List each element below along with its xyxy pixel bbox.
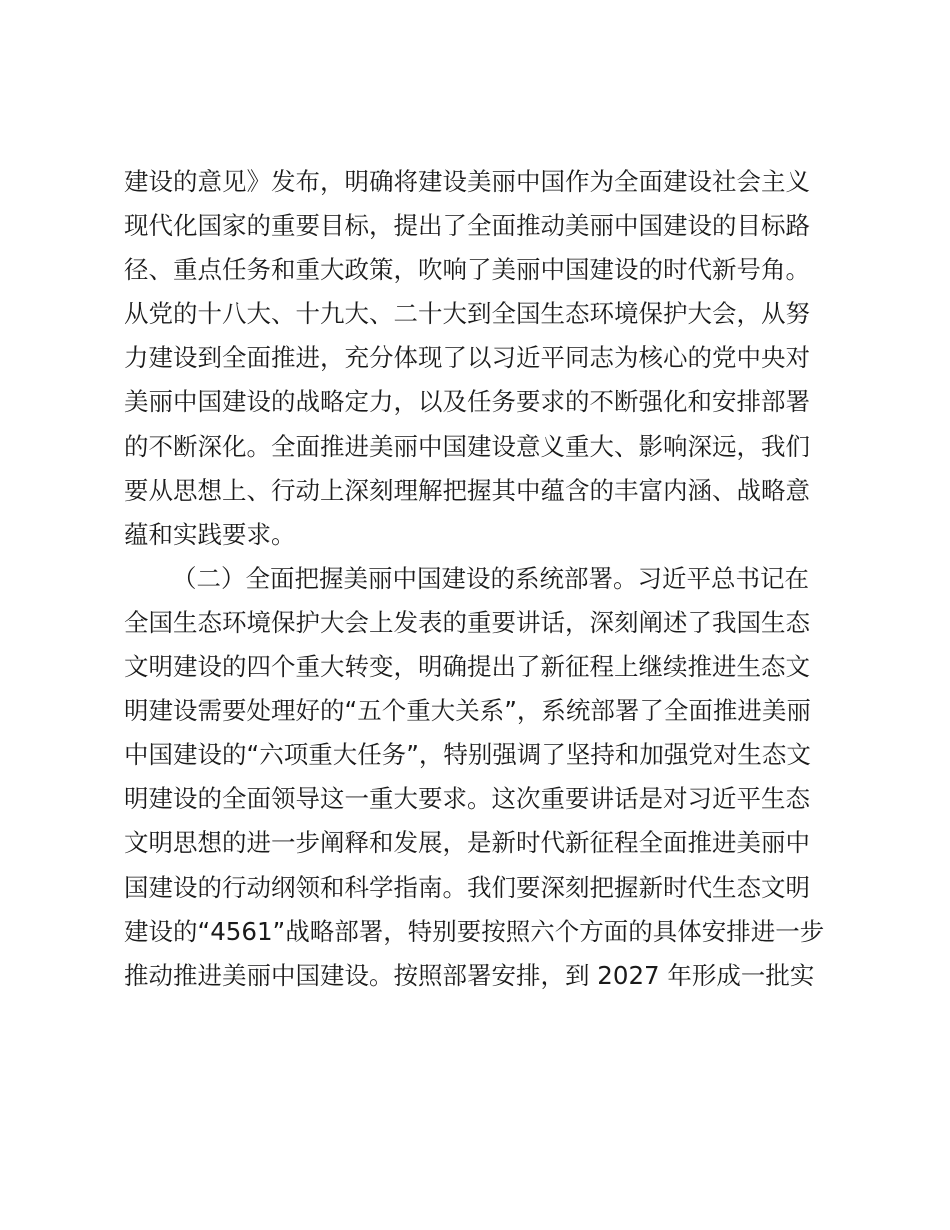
text-line: 中国建设的“六项重大任务”，特别强调了坚持和加强党对生态文 [124, 740, 811, 770]
text-line: 的不断深化。全面推进美丽中国建设意义重大、影响深远，我们 [124, 431, 810, 461]
text-line: 力建设到全面推进，充分体现了以习近平同志为核心的党中央对 [124, 343, 810, 373]
text-line: 建设的意见》发布，明确将建设美丽中国作为全面建设社会主义 [124, 167, 810, 196]
section-heading-line: （二）全面把握美丽中国建设的系统部署。习近平总书记在 [172, 563, 809, 593]
text-line: 全国生态环境保护大会上发表的重要讲话，深刻阐述了我国生态 [124, 607, 810, 637]
body-text [124, 160, 844, 998]
text-line: 蕴和实践要求。 [124, 519, 296, 549]
text-line: 从党的十八大、十九大、二十大到全国生态环境保护大会，从努 [124, 299, 810, 329]
text-line: 要从思想上、行动上深刻理解把握其中蕴含的丰富内涵、战略意 [124, 475, 810, 505]
text-line: 明建设的全面领导这一重大要求。这次重要讲话是对习近平生态 [124, 784, 810, 814]
text-line: 文明建设的四个重大转变，明确提出了新征程上继续推进生态文 [124, 652, 810, 682]
text-line: 国建设的行动纲领和科学指南。我们要深刻把握新时代生态文明 [124, 872, 810, 902]
text-line: 现代化国家的重要目标，提出了全面推动美丽中国建设的目标路 [124, 211, 810, 241]
text-line: 美丽中国建设的战略定力，以及任务要求的不断强化和安排部署 [124, 387, 810, 417]
text-line: 文明思想的进一步阐释和发展，是新时代新征程全面推进美丽中 [124, 828, 810, 858]
text-line: 建设的“4561”战略部署，特别要按照六个方面的具体安排进一步 [124, 916, 825, 946]
text-line: 明建设需要处理好的“五个重大关系”，系统部署了全面推进美丽 [124, 696, 811, 726]
text-line: 径、重点任务和重大政策，吹响了美丽中国建设的时代新号角。 [124, 255, 810, 285]
text-line: 推动推进美丽中国建设。按照部署安排，到 2027 年形成一批实 [124, 960, 815, 990]
